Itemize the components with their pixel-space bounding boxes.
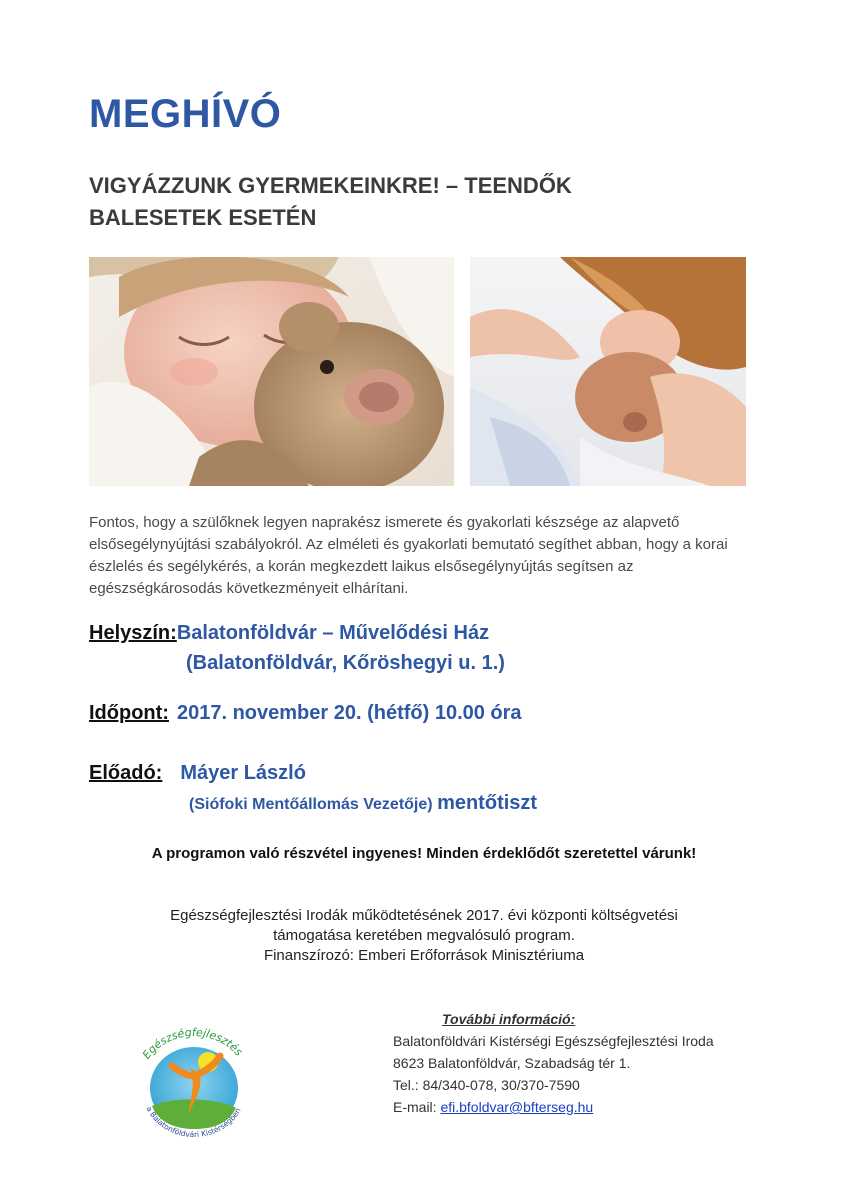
speaker-label: Előadó: [89, 762, 163, 784]
funding-line-2: támogatása keretében megvalósuló program. [273, 927, 575, 944]
speaker-row [89, 762, 306, 785]
sleeping-child-illustration [89, 257, 454, 486]
location-address: (Balatonföldvár, Kőröshegyi u. 1.) [186, 652, 505, 674]
photo-sleeping-child [89, 257, 454, 486]
subtitle-line-2: BALESETEK ESETÉN [89, 205, 317, 230]
cpr-illustration [470, 257, 746, 486]
contact-email-row [393, 1096, 714, 1118]
time-label: Időpont: [89, 702, 169, 724]
intro-paragraph: Fontos, hogy a szülőknek legyen naprakész ismerete és gyakorlati készsége az alapvető elsősegélynyújtási szabályokról. Az elméleti és gyakorlati bemutató segíthet abban, hogy a korai észlelés és segélykérés, a korán megkezdett laikus elsősegélynyújtás segítsen az egészségkárosodás következményeit elhárítani. [89, 514, 728, 597]
contact-address: 8623 Balatonföldvár, Szabadság tér 1. [393, 1055, 631, 1071]
email-link[interactable]: efi.bfoldvar@bfterseg.hu [440, 1099, 594, 1115]
page-title: MEGHÍVÓ [89, 92, 282, 136]
more-info-heading: További információ: [442, 1011, 576, 1027]
speaker-name: Máyer László [180, 762, 306, 784]
logo-arc-bottom-text: a Balatonföldvári Kistérségben [144, 1104, 243, 1140]
location-value: Balatonföldvár – Művelődési Ház [176, 622, 490, 644]
funding-statement [0, 906, 848, 966]
photo-cpr-training [470, 257, 746, 486]
funding-line-1: Egészségfejlesztési Irodák működtetésének 2017. évi központi költségvetési [170, 907, 678, 924]
event-subtitle [89, 170, 709, 234]
speaker-role-row [189, 792, 537, 815]
contact-phone: Tel.: 84/340-078, 30/370-7590 [393, 1077, 580, 1093]
location-row [89, 622, 489, 645]
contact-info [393, 1030, 714, 1118]
logo-emblem [128, 1026, 258, 1141]
free-participation-note: A programon való részvétel ingyenes! Minden érdeklődőt szeretettel várunk! [151, 845, 697, 862]
speaker-role: mentőtiszt [437, 792, 538, 814]
health-office-logo [128, 1026, 258, 1141]
speaker-role-paren: (Siófoki Mentőállomás Vezetője) [189, 796, 433, 813]
funding-line-3: Finanszírozó: Emberi Erőforrások Minisztériuma [263, 947, 585, 964]
logo-arc-top-text: Egészségfejlesztés [139, 1026, 246, 1062]
location-label: Helyszín: [89, 622, 177, 644]
contact-organization: Balatonföldvári Kistérségi Egészségfejlesztési Iroda [393, 1033, 714, 1049]
time-row [89, 702, 522, 725]
subtitle-line-1: VIGYÁZZUNK GYERMEKEINKRE! – TEENDŐK [89, 173, 572, 198]
email-label: E-mail: [393, 1099, 441, 1115]
time-value: 2017. november 20. (hétfő) 10.00 óra [176, 702, 522, 724]
